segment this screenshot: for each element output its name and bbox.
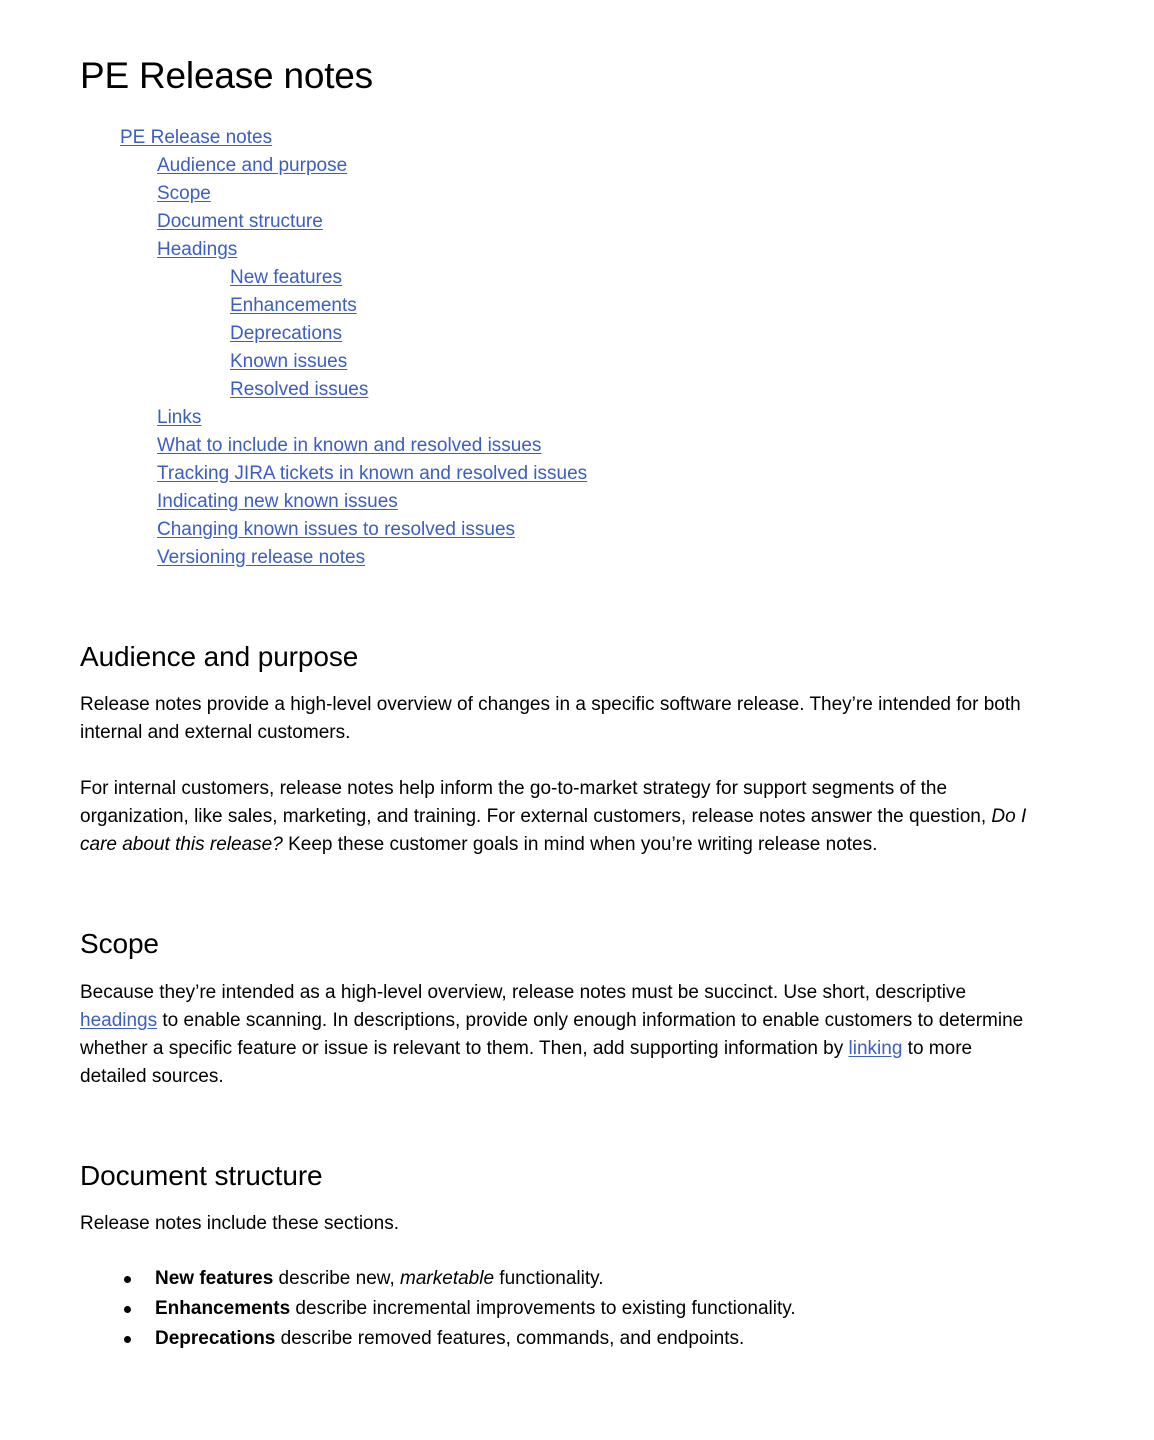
toc-link[interactable]: Scope: [157, 182, 211, 204]
paragraph-text: to enable scanning. In descriptions, provide only enough information to enable customers to determine whether a specific feature or issue is relevant to them. Then, add supporting information by: [80, 1009, 1024, 1059]
paragraph-text: For internal customers, release notes help inform the go-to-market strategy for support segments of the organization, like sales, marketing, and training. For external customers, release notes answer the question,: [80, 778, 992, 828]
paragraph: [80, 775, 1040, 859]
toc-entry: [80, 180, 1074, 208]
list-item-text: describe removed features, commands, and endpoints.: [275, 1328, 745, 1350]
paragraph-text: Because they’re intended as a high-level overview, release notes must be succinct. Use short, descriptive: [80, 981, 967, 1003]
section-heading: Audience and purpose: [80, 640, 359, 672]
toc-link[interactable]: Enhancements: [230, 294, 357, 316]
toc-link[interactable]: Known issues: [230, 350, 348, 372]
section-heading: Document structure: [80, 1159, 323, 1191]
list-item-label: Enhancements: [155, 1298, 291, 1320]
toc-entry: [80, 348, 1074, 376]
sections-bullet-list: [80, 1264, 1074, 1354]
toc-link[interactable]: Resolved issues: [230, 378, 369, 400]
toc-link[interactable]: Audience and purpose: [157, 154, 348, 176]
section-document-structure: [80, 1159, 1074, 1355]
toc-link[interactable]: Tracking JIRA tickets in known and resolved issues: [157, 462, 588, 484]
toc-link[interactable]: Document structure: [157, 210, 323, 232]
toc-entry: [80, 320, 1074, 348]
list-item: [80, 1324, 1074, 1354]
toc-entry: [80, 236, 1074, 264]
toc-entry: [80, 488, 1074, 516]
list-item-label: Deprecations: [155, 1328, 276, 1350]
list-item: [80, 1264, 1074, 1294]
toc-entry: [80, 124, 1074, 152]
paragraph-text: Release notes provide a high-level overview of changes in a specific software release. They’re intended for both internal and external customers.: [80, 694, 1021, 744]
toc-link[interactable]: Indicating new known issues: [157, 490, 398, 512]
list-item-text: describe new,: [273, 1268, 401, 1290]
section-scope: [80, 927, 1074, 1091]
toc-link[interactable]: New features: [230, 266, 342, 288]
paragraph-text: Release notes include these sections.: [80, 1213, 399, 1235]
list-item-text: describe incremental improvements to existing functionality.: [290, 1298, 796, 1320]
paragraph-text: Keep these customer goals in mind when you’re writing release notes.: [282, 834, 878, 856]
toc-link[interactable]: Headings: [157, 238, 238, 260]
list-item: [80, 1294, 1074, 1324]
table-of-contents: [80, 124, 1074, 572]
toc-entry: [80, 152, 1074, 180]
paragraph-text: to more detailed sources.: [80, 1037, 973, 1087]
section-audience-and-purpose: [80, 640, 1074, 860]
toc-link[interactable]: PE Release notes: [120, 126, 273, 148]
toc-entry: [80, 544, 1074, 572]
toc-entry: [80, 516, 1074, 544]
page-title: PE Release notes: [80, 55, 373, 96]
toc-entry: [80, 432, 1074, 460]
toc-link[interactable]: Deprecations: [230, 322, 342, 344]
section-heading: Scope: [80, 928, 159, 960]
toc-link[interactable]: Versioning release notes: [157, 546, 366, 568]
inline-link-headings[interactable]: headings: [80, 1009, 158, 1031]
toc-entry: [80, 264, 1074, 292]
toc-link[interactable]: Changing known issues to resolved issues: [157, 518, 516, 540]
toc-entry: [80, 208, 1074, 236]
toc-entry: [80, 376, 1074, 404]
emphasized-text: marketable: [400, 1268, 495, 1290]
paragraph: [80, 1210, 1040, 1238]
toc-entry: [80, 404, 1074, 432]
toc-entry: [80, 292, 1074, 320]
toc-link[interactable]: Links: [157, 406, 202, 428]
toc-entry: [80, 460, 1074, 488]
paragraph: [80, 979, 1040, 1091]
toc-link[interactable]: What to include in known and resolved issues: [157, 434, 542, 456]
emphasized-text: Do I care about this release?: [80, 806, 1027, 856]
paragraph: [80, 691, 1040, 747]
list-item-text: functionality.: [494, 1268, 604, 1290]
list-item-label: New features: [155, 1268, 274, 1290]
inline-link-linking[interactable]: linking: [848, 1037, 903, 1059]
